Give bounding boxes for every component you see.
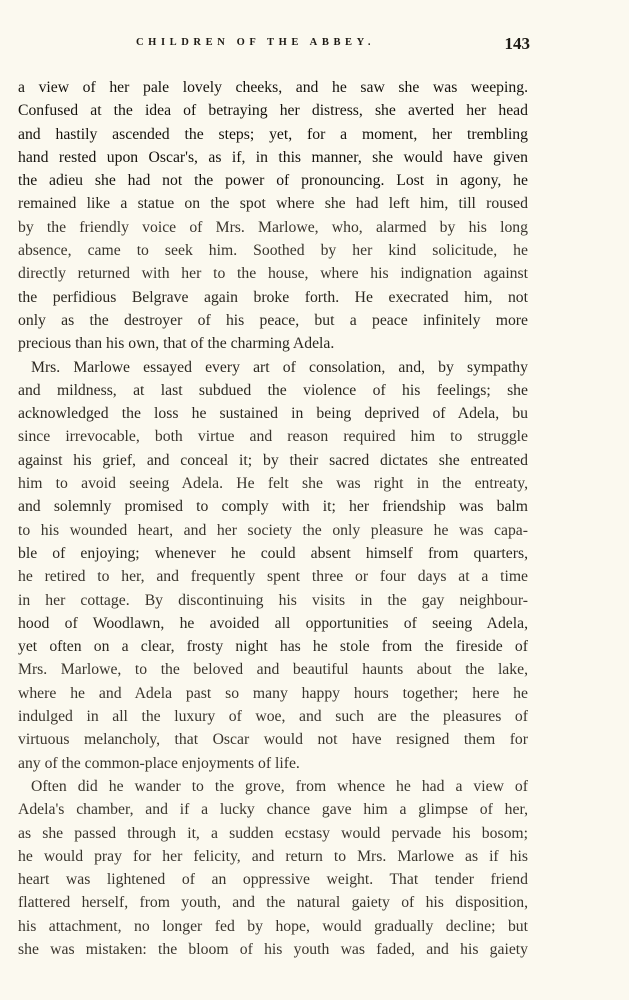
page-body xyxy=(18,76,528,961)
text-line: the adieu she had not the power of pronouncing. Lost in agony, he xyxy=(18,172,528,190)
text-line: him to avoid seeing Adela. He felt she was right in the entreaty, xyxy=(18,475,528,493)
text-line: since irrevocable, both virtue and reason required him to struggle xyxy=(18,428,528,446)
text-line: he retired to her, and frequently spent three or four days at a time xyxy=(18,568,528,586)
text-line: indulged in all the luxury of woe, and such are the pleasures of xyxy=(18,708,528,726)
text-line: precious than his own, that of the charming Adela. xyxy=(18,335,335,353)
text-line: any of the common-place enjoyments of life. xyxy=(18,754,300,772)
text-line: against his grief, and conceal it; by their sacred dictates she entreated xyxy=(18,451,528,469)
text-line: in her cottage. By discontinuing his visits in the gay neighbour- xyxy=(18,591,528,609)
text-line: absence, came to seek him. Soothed by her kind solicitude, he xyxy=(18,242,528,260)
running-header xyxy=(18,34,528,56)
text-line: acknowledged the loss he sustained in being deprived of Adela, bu xyxy=(18,405,528,423)
text-line: to his wounded heart, and her society the only pleasure he was capa- xyxy=(18,521,528,539)
text-line: by the friendly voice of Mrs. Marlowe, who, alarmed by his long xyxy=(18,218,528,236)
text-line: Often did he wander to the grove, from whence he had a view of xyxy=(31,777,528,795)
text-line: Confused at the idea of betraying her distress, she averted her head xyxy=(18,102,528,120)
text-line: and hastily ascended the steps; yet, for a moment, her trembling xyxy=(18,125,528,143)
text-line: only as the destroyer of his peace, but a peace infinitely more xyxy=(18,311,528,329)
text-line: yet often on a clear, frosty night has he stole from the fireside of xyxy=(18,638,528,656)
text-line: heart was lightened of an oppressive weight. That tender friend xyxy=(18,871,528,889)
text-line: Mrs. Marlowe essayed every art of consolation, and, by sympathy xyxy=(31,358,528,376)
text-line: a view of her pale lovely cheeks, and he saw she was weeping. xyxy=(18,79,528,96)
text-line: virtuous melancholy, that Oscar would not have resigned them for xyxy=(18,731,528,749)
text-line: ble of enjoying; whenever he could absent himself from quarters, xyxy=(18,544,528,562)
text-line: directly returned with her to the house, where his indignation against xyxy=(18,265,528,283)
text-line: hood of Woodlawn, he avoided all opportunities of seeing Adela, xyxy=(18,614,528,632)
page-number: 143 xyxy=(504,34,530,53)
text-line: where he and Adela past so many happy hours together; here he xyxy=(18,684,528,702)
running-title: CHILDREN OF THE ABBEY. xyxy=(136,37,376,48)
text-line: he would pray for her felicity, and return to Mrs. Marlowe as if his xyxy=(18,847,528,865)
text-line: his attachment, no longer fed by hope, would gradually decline; but xyxy=(18,917,528,935)
text-line: as she passed through it, a sudden ecstasy would pervade his bosom; xyxy=(18,824,528,842)
text-line: she was mistaken: the bloom of his youth was faded, and his gaiety xyxy=(18,940,528,958)
text-line: Adela's chamber, and if a lucky chance gave him a glimpse of her, xyxy=(18,801,528,819)
text-line: remained like a statue on the spot where she had left him, till roused xyxy=(18,195,528,213)
text-line: and mildness, at last subdued the violence of his feelings; she xyxy=(18,381,528,399)
text-line: Mrs. Marlowe, to the beloved and beautiful haunts about the lake, xyxy=(18,661,528,679)
text-line: the perfidious Belgrave again broke forth. He execrated him, not xyxy=(18,288,528,306)
text-line: flattered herself, from youth, and the natural gaiety of his disposition, xyxy=(18,894,528,912)
text-line: and solemnly promised to comply with it; her friendship was balm xyxy=(18,498,528,516)
text-line: hand rested upon Oscar's, as if, in this manner, she would have given xyxy=(18,148,528,166)
